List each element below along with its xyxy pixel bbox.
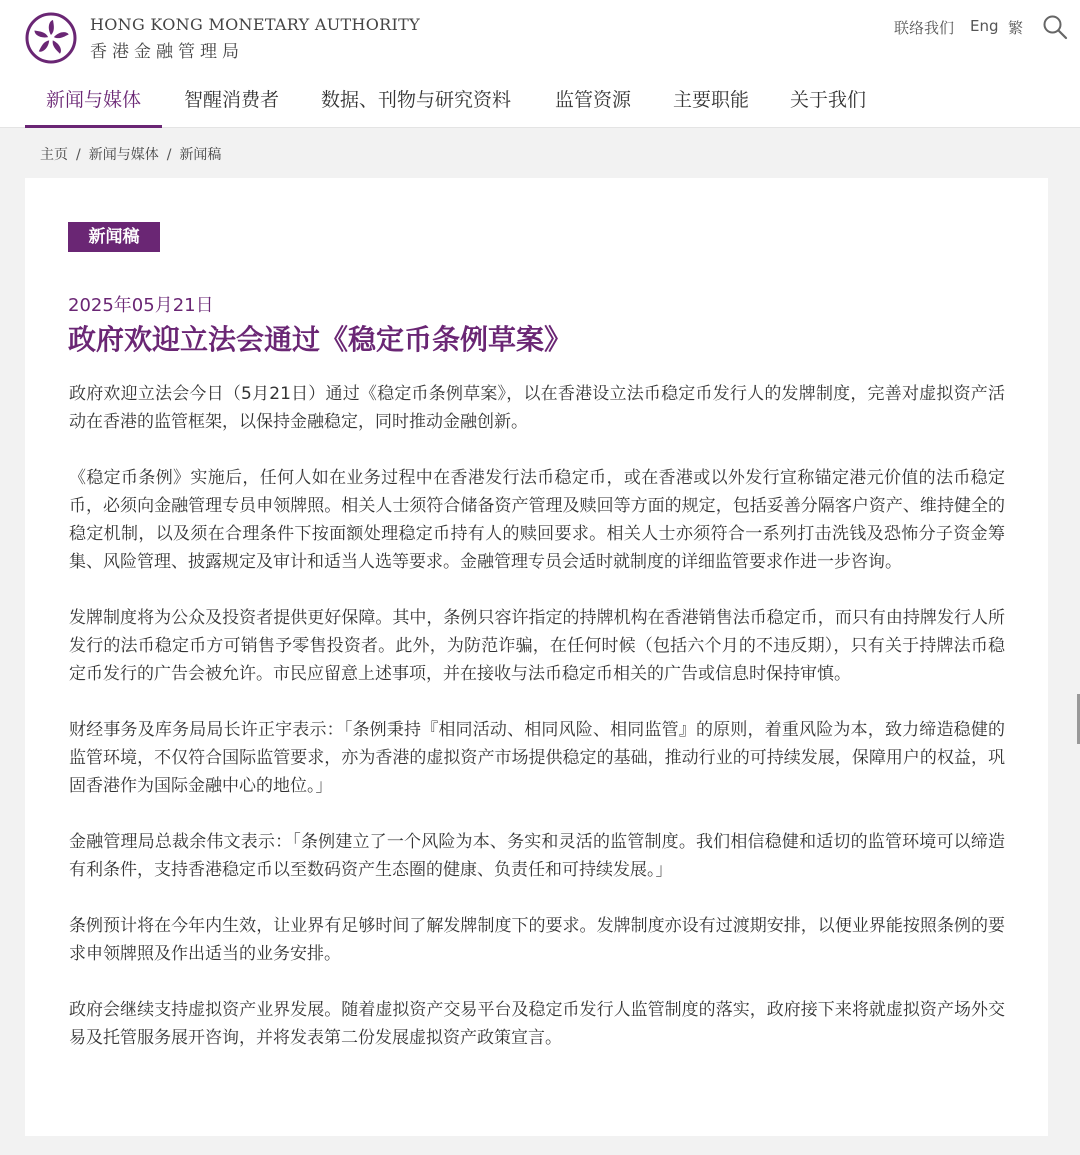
breadcrumb-separator: /: [166, 147, 172, 163]
nav-news-media[interactable]: 新闻与媒体: [25, 84, 162, 128]
article-paragraph: 政府欢迎立法会今日（5月21日）通过《稳定币条例草案》，以在香港设立法币稳定币发行人的发牌制度，完善对虚拟资产活动在香港的监管框架，以保持金融稳定，同时推动金融创新。: [69, 384, 1005, 432]
site-header: [0, 0, 1080, 128]
article-date: 2025年05月21日: [68, 295, 214, 316]
traditional-chinese-link[interactable]: 繁: [1008, 19, 1024, 37]
nav-data-publications[interactable]: 数据、刊物与研究资料: [321, 89, 512, 111]
article-paragraph: 《稳定币条例》实施后，任何人如在业务过程中在香港发行法币稳定币，或在香港或以外发行宣称锚定港元价值的法币稳定币，必须向金融管理专员申领牌照。相关人士须符合储备资产管理及赎回等方面的规定，包括妥善分隔客户资产、维持健全的稳定机制，以及须在合理条件下按面额处理稳定币持有人的赎回要求。相关人士亦须符合一系列打击洗钱及恐怖分子资金筹集、风险管理、披露规定及审计和适当人选等要求。金融管理专员会适时就制度的详细监管要求作进一步咨询。: [69, 468, 1005, 572]
article-body: [69, 380, 1005, 1080]
hkma-logo-icon[interactable]: [25, 12, 77, 64]
breadcrumb: [40, 144, 221, 164]
article-title: 政府欢迎立法会通过《稳定币条例草案》: [68, 323, 573, 356]
article-paragraph: 条例预计将在今年内生效，让业界有足够时间了解发牌制度下的要求。发牌制度亦设有过渡期安排，以便业界能按照条例的要求申领牌照及作出适当的业务安排。: [69, 916, 1005, 964]
article-card: [25, 178, 1048, 1136]
article-paragraph: 政府会继续支持虚拟资产业界发展。随着虚拟资产交易平台及稳定币发行人监管制度的落实，政府接下来将就虚拟资产场外交易及托管服务展开咨询，并将发表第二份发展虚拟资产政策宣言。: [69, 1000, 1005, 1048]
breadcrumb-news-media[interactable]: 新闻与媒体: [88, 147, 159, 163]
search-icon[interactable]: [1042, 14, 1068, 40]
article-paragraph: 财经事务及库务局局长许正宇表示：「条例秉持『相同活动、相同风险、相同监管』的原则，着重风险为本，致力缔造稳健的监管环境，不仅符合国际监管要求，亦为香港的虚拟资产市场提供稳定的基础，推动行业的可持续发展，保障用户的权益，巩固香港作为国际金融中心的地位。」: [69, 720, 1005, 796]
logo-english-name[interactable]: HONG KONG MONETARY AUTHORITY: [90, 15, 420, 34]
press-release-badge: 新闻稿: [68, 222, 160, 252]
nav-regulatory-resources[interactable]: 监管资源: [555, 89, 632, 111]
nav-key-functions[interactable]: 主要职能: [673, 89, 750, 111]
nav-about-us[interactable]: 关于我们: [790, 89, 867, 111]
contact-us-link[interactable]: 联络我们: [894, 19, 955, 37]
logo-chinese-name[interactable]: 香港金融管理局: [90, 42, 244, 62]
english-language-link[interactable]: Eng: [970, 17, 999, 35]
nav-smart-consumers[interactable]: 智醒消费者: [184, 89, 280, 111]
article-paragraph: 发牌制度将为公众及投资者提供更好保障。其中，条例只容许指定的持牌机构在香港销售法币稳定币，而只有由持牌发行人所发行的法币稳定币方可销售予零售投资者。此外，为防范诈骗，在任何时候（包括六个月的不违反期），只有关于持牌法币稳定币发行的广告会被允许。市民应留意上述事项，并在接收与法币稳定币相关的广告或信息时保持审慎。: [69, 608, 1005, 684]
breadcrumb-separator: /: [76, 147, 81, 163]
breadcrumb-home[interactable]: 主页: [40, 147, 68, 163]
breadcrumb-press-release: 新闻稿: [179, 147, 222, 163]
article-paragraph: 金融管理局总裁余伟文表示：「条例建立了一个风险为本、务实和灵活的监管制度。我们相信稳健和适切的监管环境可以缔造有利条件，支持香港稳定币以至数码资产生态圈的健康、负责任和可持续发展。」: [69, 832, 1005, 880]
